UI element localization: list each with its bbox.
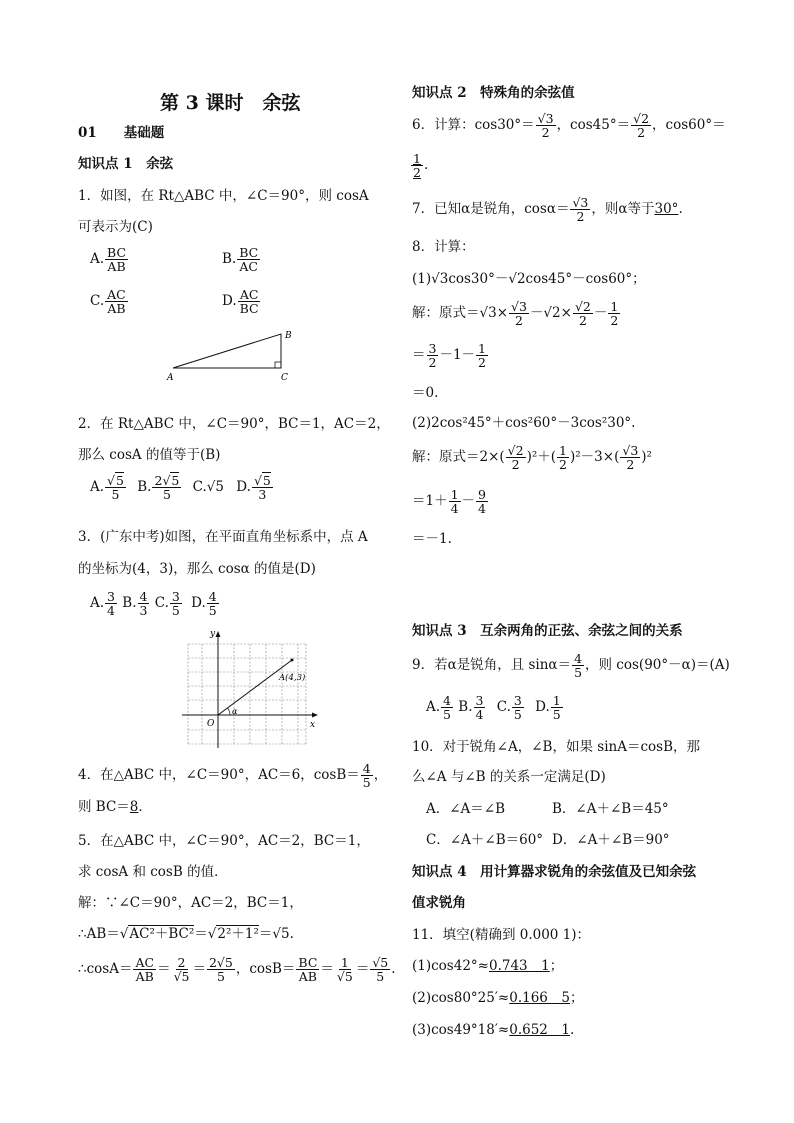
q4-answer: 8 <box>129 799 139 815</box>
q4-stem-line1: 4．在△ABC 中，∠C＝90°，AC＝6，cosB＝ $\frac{4}{5}$ ， <box>78 761 388 790</box>
q6-line1: 6．计算：cos30°＝ $\frac{√3}{2}$ ，cos45°＝ $\frac{√2}{2}$ ，cos60°＝ <box>412 111 726 140</box>
q11-part2: (2)cos80°25′≈0.166 5； <box>412 990 584 1006</box>
q1-option-c: C. $\frac{AC}{AB}$ <box>90 287 126 316</box>
q2-stem-line1: 2．在 Rt△ABC 中，∠C＝90°，BC＝1，AC＝2， <box>78 416 390 432</box>
vertex-b-label: B <box>285 331 292 341</box>
q9-options: A. $\frac{4}{5}$ B. $\frac{3}{4}$ C. $\frac{3}{5}$ D. $\frac{1}{5}$ <box>426 693 561 722</box>
q5-solution-line3: ∴cosA＝ $\frac{AC}{AB}$ ＝ $\frac{2}{√5}$ ＝ $\frac{2√5}{5}$ ，cosB＝ $\frac{BC}{AB}$ ＝ $\frac{1}{√5}$ ＝ $\frac{√5}{5}$ . <box>78 955 396 984</box>
q11-title: 11．填空(精确到 0.000 1)： <box>412 927 591 943</box>
q6-line2: $\frac{1}{2}$ . <box>413 151 429 180</box>
q11-answer-3: 0.652 1 <box>509 1022 570 1038</box>
q3-stem-line1: 3．(广东中考)如图，在平面直角坐标系中，点 A <box>78 529 368 545</box>
q10-option-b: B．∠A＋∠B＝45° <box>552 801 669 817</box>
q5-solution-line2: ∴AB＝√AC²＋BC²＝√2²＋1²＝√5. <box>78 926 294 942</box>
knowledge-point-4-line2: 值求锐角 <box>412 895 466 911</box>
x-axis-label: x <box>310 720 316 730</box>
q5-stem-line2: 求 cosA 和 cosB 的值． <box>78 864 228 880</box>
q9-stem: 9．若α是锐角，且 sinα＝ $\frac{4}{5}$ ，则 cos(90°－α)＝(A) <box>412 651 730 680</box>
q5-stem-line1: 5．在△ABC 中，∠C＝90°，AC＝2，BC＝1， <box>78 833 370 849</box>
point-a-label: A(4,3) <box>279 673 306 683</box>
q8-part2: (2)2cos²45°＋cos²60°－3cos²30°. <box>412 415 636 431</box>
y-axis-label: y <box>210 629 216 639</box>
q1-triangle-figure <box>165 326 300 382</box>
vertex-a-label: A <box>167 373 174 382</box>
q1-stem-line1: 1．如图，在 Rt△ABC 中，∠C＝90°，则 cosA <box>78 188 369 204</box>
q4-stem-line2: 则 BC＝8． <box>78 799 152 815</box>
q10-option-a: A．∠A＝∠B <box>426 801 506 817</box>
q11-part1: (1)cos42°≈0.743 1； <box>412 958 564 974</box>
section-heading: 01 基础题 <box>78 125 165 141</box>
q11-answer-2: 0.166 5 <box>509 990 570 1006</box>
q3-coordinate-figure <box>180 626 322 750</box>
q1-option-b: B. $\frac{BC}{AC}$ <box>222 245 259 274</box>
q8-solution1-line3: ＝0. <box>412 385 439 401</box>
page-title: 第 3 课时 余弦 <box>160 92 301 114</box>
q2-stem-line2: 那么 cosA 的值等于(B) <box>78 447 221 463</box>
q11-part3: (3)cos49°18′≈0.652 1. <box>412 1022 575 1038</box>
q3-options: A. $\frac{3}{4}$ B. $\frac{4}{3}$ C. $\frac{3}{5}$ D. $\frac{4}{5}$ <box>90 589 217 618</box>
q5-solution-line1: 解：∵∠C＝90°，AC＝2，BC＝1， <box>78 895 303 911</box>
knowledge-point-2: 知识点 2 特殊角的余弦值 <box>412 85 575 101</box>
q8-solution1-line1: 解：原式＝√3× $\frac{√3}{2}$ －√2× $\frac{√2}{2}$ － $\frac{1}{2}$ <box>412 299 619 328</box>
q7-answer: 30° <box>654 201 679 217</box>
origin-label: O <box>207 719 215 729</box>
q8-part1: (1)√3cos30°－√2cos45°－cos60°； <box>412 271 646 287</box>
q1-stem-line2: 可表示为(C) <box>78 219 153 235</box>
q8-title: 8．计算： <box>412 239 475 255</box>
q1-option-a: A. $\frac{BC}{AB}$ <box>90 245 127 274</box>
q10-stem-line1: 10．对于锐角∠A，∠B，如果 sinA＝cosB，那 <box>412 739 700 755</box>
q1-option-d: D. $\frac{AC}{BC}$ <box>222 287 259 316</box>
q3-stem-line2: 的坐标为(4，3)，那么 cosα 的值是(D) <box>78 561 316 577</box>
alpha-label: α <box>232 707 238 716</box>
knowledge-point-1: 知识点 1 余弦 <box>78 156 174 172</box>
q10-stem-line2: 么∠A 与∠B 的关系一定满足(D) <box>412 769 606 785</box>
q10-option-d: D．∠A＋∠B＝90° <box>552 832 670 848</box>
q8-solution2-line3: ＝－1. <box>412 531 452 547</box>
q7: 7．已知α是锐角，cosα＝ $\frac{√3}{2}$ ，则α等于30°. <box>412 195 683 224</box>
knowledge-point-4-line1: 知识点 4 用计算器求锐角的余弦值及已知余弦 <box>412 864 697 880</box>
q8-solution2-line2: ＝1＋ $\frac{1}{4}$ － $\frac{9}{4}$ <box>412 487 486 516</box>
q8-solution2-line1: 解：原式＝2×( $\frac{√2}{2}$ )²＋( $\frac{1}{2}$ )²－3×( $\frac{√3}{2}$ )² <box>412 443 652 472</box>
q11-answer-1: 0.743 1 <box>488 958 550 974</box>
q2-options: A. $\frac{√5}{5}$ B. $\frac{2√5}{5}$ C.√5 D. $\frac{√5}{3}$ <box>90 473 271 502</box>
vertex-c-label: C <box>281 373 288 382</box>
q10-option-c: C．∠A＋∠B＝60° <box>426 832 544 848</box>
knowledge-point-3: 知识点 3 互余两角的正弦、余弦之间的关系 <box>412 623 683 639</box>
q8-solution1-line2: ＝ $\frac{3}{2}$ －1－ $\frac{1}{2}$ <box>412 341 486 370</box>
